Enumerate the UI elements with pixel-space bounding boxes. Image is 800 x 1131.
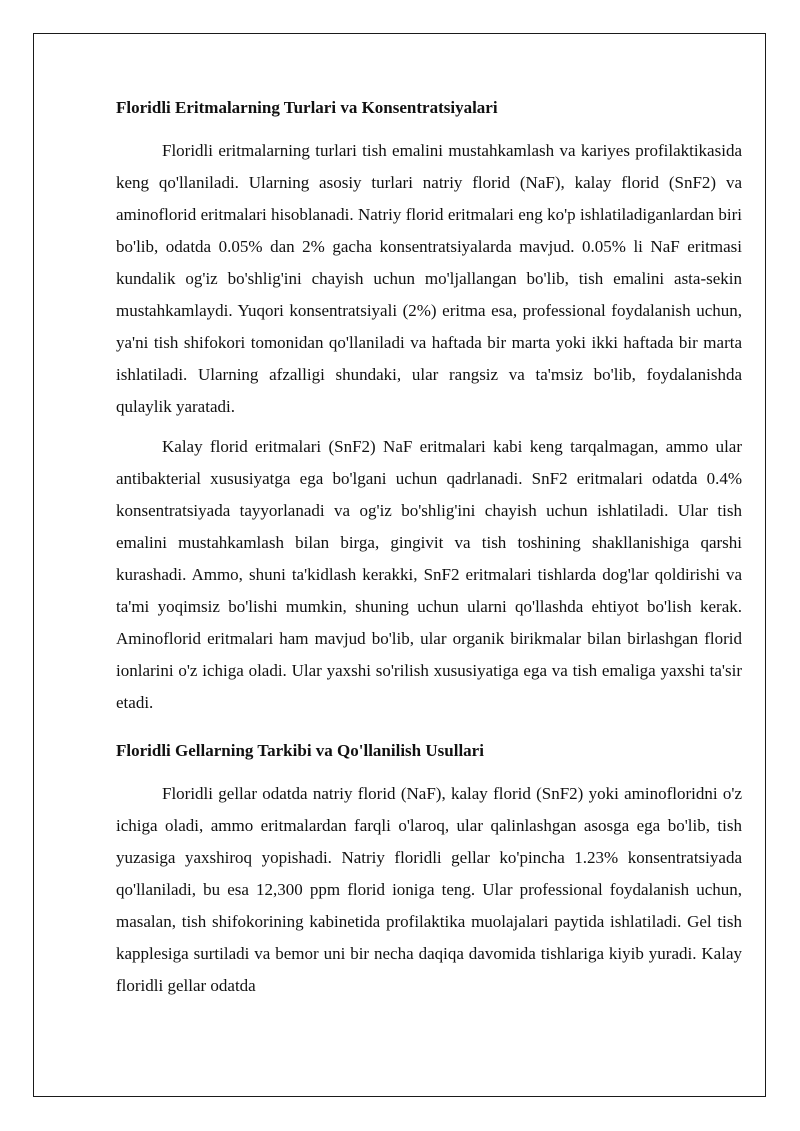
- document-body: [116, 96, 742, 1010]
- paragraph: Floridli eritmalarning turlari tish emalini mustahkamlash va kariyes profilaktikasida keng qo'llaniladi. Ularning asosiy turlari natriy florid (NaF), kalay florid (SnF2) va aminoflorid eritmalari hisoblanadi. Natriy florid eritmalari eng ko'p ishlatiladiganlardan biri bo'lib, odatda 0.05% dan 2% gacha konsentratsiyalarda mavjud. 0.05% li NaF eritmasi kundalik og'iz bo'shlig'ini chayish uchun mo'ljallangan bo'lib, tish emalini asta-sekin mustahkamlaydi. Yuqori konsentratsiyali (2%) eritma esa, professional foydalanish uchun, ya'ni tish shifokori tomonidan qo'llaniladi va haftada bir marta yoki ikki haftada bir marta ishlatiladi. Ularning afzalligi shundaki, ular rangsiz va ta'msiz bo'lib, foydalanishda qulaylik yaratadi.: [116, 141, 742, 416]
- paragraph: Kalay florid eritmalari (SnF2) NaF eritmalari kabi keng tarqalmagan, ammo ular antibakterial xususiyatga ega bo'lgani uchun qadrlanadi. SnF2 eritmalari odatda 0.4% konsentratsiyada tayyorlanadi va og'iz bo'shlig'ini chayish uchun ishlatiladi. Ular tish emalini mustahkamlash bilan birga, gingivit va tish toshining shakllanishiga qarshi kurashadi. Ammo, shuni ta'kidlash kerakki, SnF2 eritmalari tishlarda dog'lar qoldirishi va ta'mi yoqimsiz bo'lishi mumkin, shuning uchun ularni qo'llashda ehtiyot bo'lish kerak. Aminoflorid eritmalari ham mavjud bo'lib, ular organik birikmalar bilan birlashgan florid ionlarini o'z ichiga oladi. Ular yaxshi so'rilish xususiyatiga ega va tish emaliga yaxshi ta'sir etadi.: [116, 437, 742, 712]
- section-heading-gels: Floridli Gellarning Tarkibi va Qo'llanilish Usullari: [116, 741, 484, 760]
- section-heading-solutions: Floridli Eritmalarning Turlari va Konsentratsiyalari: [116, 98, 498, 117]
- paragraph: Floridli gellar odatda natriy florid (NaF), kalay florid (SnF2) yoki aminofloridni o'z ichiga oladi, ammo eritmalardan farqli o'laroq, ular qalinlashgan asosga ega bo'lib, tish yuzasiga yaxshiroq yopishadi. Natriy floridli gellar ko'pincha 1.23% konsentratsiyada qo'llaniladi, bu esa 12,300 ppm florid ioniga teng. Ular professional foydalanish uchun, masalan, tish shifokorining kabinetida profilaktika muolajalari paytida ishlatiladi. Gel tish kapplesiga surtiladi va bemor uni bir necha daqiqa davomida tishlariga kiyib yuradi. Kalay floridli gellar odatda: [116, 784, 742, 995]
